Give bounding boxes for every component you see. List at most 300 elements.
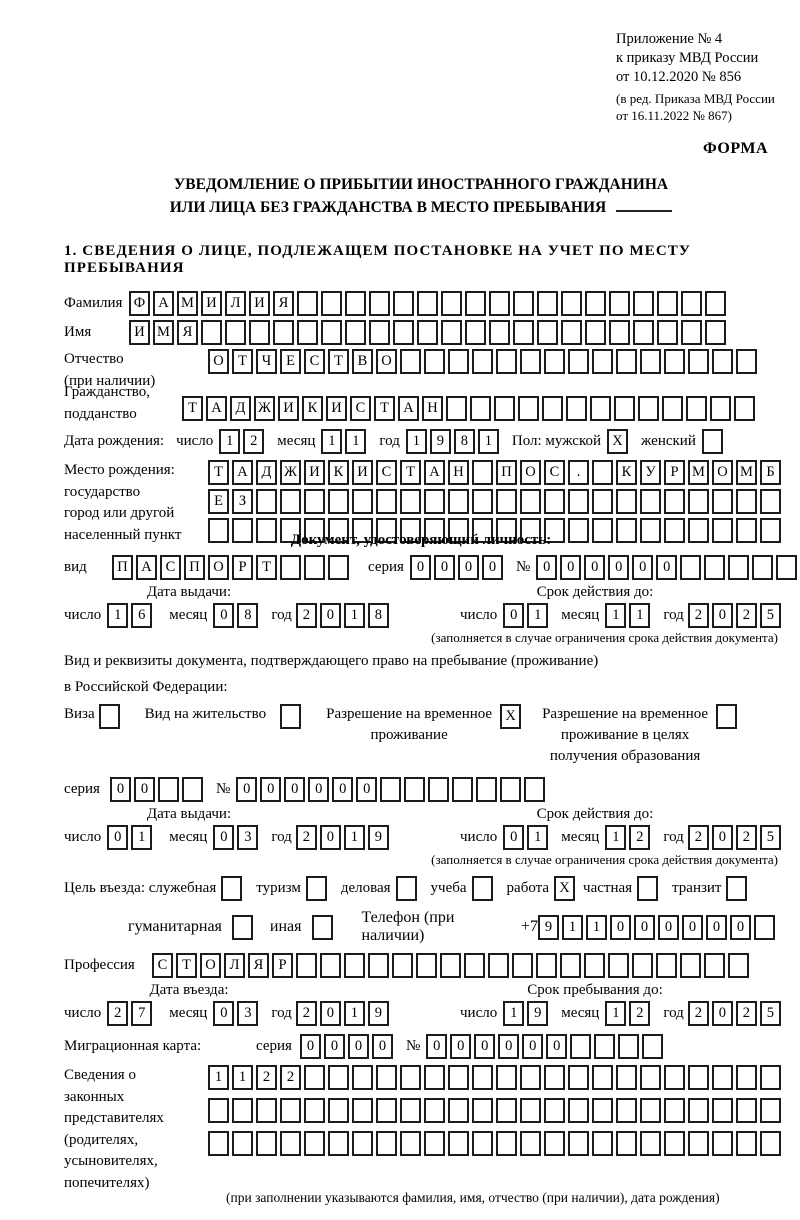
char-cell[interactable]: 1 [527, 603, 548, 628]
char-cell[interactable]: 0 [332, 777, 353, 802]
char-cell[interactable] [225, 320, 246, 345]
char-cell[interactable] [664, 1098, 685, 1123]
char-cell[interactable] [544, 1098, 565, 1123]
char-cell[interactable]: 0 [134, 777, 155, 802]
char-cell[interactable] [376, 1065, 397, 1090]
char-cell[interactable]: 0 [410, 555, 431, 580]
char-cell[interactable] [400, 1065, 421, 1090]
char-cell[interactable] [232, 1098, 253, 1123]
char-cell[interactable]: 0 [356, 777, 377, 802]
char-cell[interactable] [256, 489, 277, 514]
char-cell[interactable]: 0 [320, 825, 341, 850]
char-cell[interactable] [304, 489, 325, 514]
char-cell[interactable] [688, 489, 709, 514]
char-cell[interactable] [736, 1065, 757, 1090]
char-cell[interactable] [494, 396, 515, 421]
char-cell[interactable]: 8 [368, 603, 389, 628]
char-cell[interactable] [520, 489, 541, 514]
char-cell[interactable]: 2 [243, 429, 264, 454]
char-cell[interactable]: 2 [688, 1001, 709, 1026]
char-cell[interactable] [518, 396, 539, 421]
char-cell[interactable]: Т [256, 555, 277, 580]
char-cell[interactable] [590, 396, 611, 421]
char-cell[interactable]: И [304, 460, 325, 485]
char-cell[interactable] [616, 489, 637, 514]
char-cell[interactable]: 0 [450, 1034, 471, 1059]
char-cell[interactable]: О [200, 953, 221, 978]
char-cell[interactable]: 1 [232, 1065, 253, 1090]
char-cell[interactable]: О [208, 555, 229, 580]
char-cell[interactable] [306, 876, 327, 901]
char-cell[interactable] [520, 1131, 541, 1156]
char-cell[interactable]: 3 [237, 1001, 258, 1026]
char-cell[interactable] [496, 1131, 517, 1156]
char-cell[interactable] [633, 320, 654, 345]
char-cell[interactable] [472, 460, 493, 485]
char-cell[interactable]: Д [256, 460, 277, 485]
char-cell[interactable] [760, 1065, 781, 1090]
char-cell[interactable] [664, 349, 685, 374]
char-cell[interactable] [561, 291, 582, 316]
char-cell[interactable] [352, 1131, 373, 1156]
char-cell[interactable] [584, 953, 605, 978]
char-cell[interactable] [232, 1131, 253, 1156]
char-cell[interactable] [472, 876, 493, 901]
char-cell[interactable]: Д [230, 396, 251, 421]
char-cell[interactable] [688, 349, 709, 374]
char-cell[interactable]: 0 [634, 915, 655, 940]
char-cell[interactable] [520, 1098, 541, 1123]
char-cell[interactable] [440, 953, 461, 978]
char-cell[interactable]: С [544, 460, 565, 485]
char-cell[interactable] [704, 953, 725, 978]
char-cell[interactable] [404, 777, 425, 802]
char-cell[interactable] [736, 1131, 757, 1156]
char-cell[interactable]: И [129, 320, 150, 345]
char-cell[interactable] [736, 349, 757, 374]
char-cell[interactable]: 0 [730, 915, 751, 940]
char-cell[interactable]: 0 [434, 555, 455, 580]
char-cell[interactable]: 2 [688, 825, 709, 850]
char-cell[interactable]: П [112, 555, 133, 580]
char-cell[interactable] [256, 1131, 277, 1156]
char-cell[interactable]: 1 [344, 825, 365, 850]
char-cell[interactable]: 1 [344, 1001, 365, 1026]
char-cell[interactable]: Т [232, 349, 253, 374]
char-cell[interactable]: 0 [712, 603, 733, 628]
char-cell[interactable]: 0 [706, 915, 727, 940]
char-cell[interactable]: О [208, 349, 229, 374]
char-cell[interactable]: 1 [562, 915, 583, 940]
char-cell[interactable] [728, 555, 749, 580]
char-cell[interactable]: М [688, 460, 709, 485]
char-cell[interactable] [448, 1131, 469, 1156]
char-cell[interactable] [736, 489, 757, 514]
char-cell[interactable]: К [302, 396, 323, 421]
char-cell[interactable]: 0 [213, 1001, 234, 1026]
char-cell[interactable] [760, 1131, 781, 1156]
char-cell[interactable] [592, 1131, 613, 1156]
char-cell[interactable] [472, 1098, 493, 1123]
char-cell[interactable]: 0 [503, 603, 524, 628]
char-cell[interactable] [500, 777, 521, 802]
char-cell[interactable] [158, 777, 179, 802]
char-cell[interactable]: Н [448, 460, 469, 485]
char-cell[interactable] [400, 1131, 421, 1156]
char-cell[interactable]: 1 [605, 1001, 626, 1026]
char-cell[interactable] [640, 1131, 661, 1156]
char-cell[interactable]: 0 [658, 915, 679, 940]
char-cell[interactable]: М [177, 291, 198, 316]
char-cell[interactable] [280, 704, 301, 729]
char-cell[interactable] [513, 320, 534, 345]
char-cell[interactable] [312, 915, 333, 940]
char-cell[interactable] [568, 518, 589, 543]
char-cell[interactable] [520, 349, 541, 374]
char-cell[interactable]: 1 [503, 1001, 524, 1026]
char-cell[interactable] [592, 489, 613, 514]
char-cell[interactable]: 1 [605, 603, 626, 628]
char-cell[interactable] [642, 1034, 663, 1059]
char-cell[interactable] [273, 320, 294, 345]
char-cell[interactable]: С [152, 953, 173, 978]
char-cell[interactable]: Р [232, 555, 253, 580]
char-cell[interactable] [614, 396, 635, 421]
char-cell[interactable] [616, 1131, 637, 1156]
char-cell[interactable] [705, 320, 726, 345]
char-cell[interactable]: Л [225, 291, 246, 316]
char-cell[interactable]: 9 [527, 1001, 548, 1026]
char-cell[interactable]: А [398, 396, 419, 421]
char-cell[interactable]: Т [208, 460, 229, 485]
char-cell[interactable]: А [232, 460, 253, 485]
char-cell[interactable] [476, 777, 497, 802]
char-cell[interactable] [664, 489, 685, 514]
char-cell[interactable] [352, 1098, 373, 1123]
char-cell[interactable] [716, 704, 737, 729]
char-cell[interactable] [592, 349, 613, 374]
char-cell[interactable]: Т [328, 349, 349, 374]
char-cell[interactable]: Р [272, 953, 293, 978]
char-cell[interactable]: X [607, 429, 628, 454]
char-cell[interactable] [496, 1098, 517, 1123]
char-cell[interactable]: И [352, 460, 373, 485]
char-cell[interactable] [208, 1098, 229, 1123]
char-cell[interactable] [345, 320, 366, 345]
char-cell[interactable] [489, 291, 510, 316]
char-cell[interactable] [568, 1065, 589, 1090]
char-cell[interactable]: 2 [107, 1001, 128, 1026]
char-cell[interactable] [428, 777, 449, 802]
char-cell[interactable] [280, 1131, 301, 1156]
char-cell[interactable]: 0 [348, 1034, 369, 1059]
char-cell[interactable]: 0 [260, 777, 281, 802]
char-cell[interactable] [472, 349, 493, 374]
char-cell[interactable] [376, 489, 397, 514]
char-cell[interactable] [496, 349, 517, 374]
char-cell[interactable] [616, 349, 637, 374]
char-cell[interactable] [344, 953, 365, 978]
char-cell[interactable]: У [640, 460, 661, 485]
char-cell[interactable] [712, 1065, 733, 1090]
char-cell[interactable]: 9 [430, 429, 451, 454]
char-cell[interactable] [488, 953, 509, 978]
char-cell[interactable]: 0 [320, 603, 341, 628]
char-cell[interactable] [328, 1065, 349, 1090]
char-cell[interactable]: 9 [368, 1001, 389, 1026]
char-cell[interactable]: Б [760, 460, 781, 485]
char-cell[interactable] [416, 953, 437, 978]
char-cell[interactable] [566, 396, 587, 421]
char-cell[interactable] [568, 1131, 589, 1156]
char-cell[interactable] [734, 396, 755, 421]
char-cell[interactable] [609, 291, 630, 316]
char-cell[interactable] [681, 320, 702, 345]
char-cell[interactable]: М [736, 460, 757, 485]
char-cell[interactable]: 1 [586, 915, 607, 940]
char-cell[interactable] [616, 1065, 637, 1090]
char-cell[interactable]: 0 [712, 825, 733, 850]
char-cell[interactable]: 1 [208, 1065, 229, 1090]
char-cell[interactable] [232, 518, 253, 543]
char-cell[interactable]: 5 [760, 1001, 781, 1026]
char-cell[interactable]: 2 [296, 825, 317, 850]
char-cell[interactable] [345, 291, 366, 316]
char-cell[interactable] [472, 489, 493, 514]
char-cell[interactable]: Я [177, 320, 198, 345]
char-cell[interactable] [297, 320, 318, 345]
char-cell[interactable] [638, 396, 659, 421]
char-cell[interactable] [686, 396, 707, 421]
char-cell[interactable]: Р [664, 460, 685, 485]
char-cell[interactable]: 0 [503, 825, 524, 850]
char-cell[interactable]: 0 [107, 825, 128, 850]
char-cell[interactable]: Ж [280, 460, 301, 485]
char-cell[interactable] [448, 1098, 469, 1123]
char-cell[interactable] [465, 320, 486, 345]
char-cell[interactable]: 0 [608, 555, 629, 580]
char-cell[interactable] [369, 291, 390, 316]
char-cell[interactable] [616, 518, 637, 543]
char-cell[interactable]: А [206, 396, 227, 421]
char-cell[interactable]: 0 [300, 1034, 321, 1059]
char-cell[interactable] [712, 1098, 733, 1123]
char-cell[interactable]: 2 [688, 603, 709, 628]
char-cell[interactable] [704, 555, 725, 580]
char-cell[interactable] [328, 1131, 349, 1156]
char-cell[interactable]: . [568, 460, 589, 485]
char-cell[interactable]: К [328, 460, 349, 485]
char-cell[interactable] [664, 1065, 685, 1090]
char-cell[interactable] [321, 320, 342, 345]
char-cell[interactable]: О [376, 349, 397, 374]
char-cell[interactable] [702, 429, 723, 454]
char-cell[interactable]: О [520, 460, 541, 485]
char-cell[interactable] [400, 489, 421, 514]
char-cell[interactable] [376, 1131, 397, 1156]
char-cell[interactable] [256, 518, 277, 543]
char-cell[interactable]: 1 [107, 603, 128, 628]
char-cell[interactable]: Н [422, 396, 443, 421]
char-cell[interactable]: 7 [131, 1001, 152, 1026]
char-cell[interactable] [640, 1065, 661, 1090]
char-cell[interactable] [328, 555, 349, 580]
char-cell[interactable]: 0 [372, 1034, 393, 1059]
char-cell[interactable]: 0 [536, 555, 557, 580]
char-cell[interactable] [592, 1065, 613, 1090]
char-cell[interactable] [446, 396, 467, 421]
char-cell[interactable] [297, 291, 318, 316]
char-cell[interactable] [201, 320, 222, 345]
char-cell[interactable]: 2 [629, 825, 650, 850]
char-cell[interactable] [632, 953, 653, 978]
char-cell[interactable]: С [376, 460, 397, 485]
char-cell[interactable] [396, 876, 417, 901]
char-cell[interactable]: В [352, 349, 373, 374]
char-cell[interactable] [594, 1034, 615, 1059]
char-cell[interactable]: 2 [629, 1001, 650, 1026]
char-cell[interactable] [424, 1065, 445, 1090]
char-cell[interactable]: 0 [560, 555, 581, 580]
char-cell[interactable] [544, 349, 565, 374]
char-cell[interactable] [705, 291, 726, 316]
char-cell[interactable] [304, 1098, 325, 1123]
char-cell[interactable]: Ч [256, 349, 277, 374]
char-cell[interactable]: X [554, 876, 575, 901]
char-cell[interactable]: 1 [344, 603, 365, 628]
char-cell[interactable]: 0 [308, 777, 329, 802]
char-cell[interactable] [712, 349, 733, 374]
char-cell[interactable]: 1 [527, 825, 548, 850]
char-cell[interactable]: С [160, 555, 181, 580]
char-cell[interactable] [608, 953, 629, 978]
char-cell[interactable]: 1 [478, 429, 499, 454]
char-cell[interactable] [465, 291, 486, 316]
char-cell[interactable]: С [304, 349, 325, 374]
char-cell[interactable] [520, 1065, 541, 1090]
char-cell[interactable]: М [153, 320, 174, 345]
char-cell[interactable] [472, 1131, 493, 1156]
char-cell[interactable]: 0 [498, 1034, 519, 1059]
char-cell[interactable]: 0 [458, 555, 479, 580]
char-cell[interactable] [640, 1098, 661, 1123]
char-cell[interactable] [681, 291, 702, 316]
char-cell[interactable] [232, 915, 253, 940]
char-cell[interactable] [424, 1131, 445, 1156]
char-cell[interactable] [585, 320, 606, 345]
char-cell[interactable] [640, 489, 661, 514]
char-cell[interactable] [760, 518, 781, 543]
char-cell[interactable] [424, 349, 445, 374]
char-cell[interactable] [633, 291, 654, 316]
char-cell[interactable] [657, 291, 678, 316]
char-cell[interactable] [561, 320, 582, 345]
char-cell[interactable] [616, 1098, 637, 1123]
char-cell[interactable] [280, 489, 301, 514]
char-cell[interactable]: 0 [610, 915, 631, 940]
char-cell[interactable] [536, 953, 557, 978]
char-cell[interactable]: 0 [522, 1034, 543, 1059]
char-cell[interactable] [320, 953, 341, 978]
char-cell[interactable] [592, 460, 613, 485]
char-cell[interactable] [392, 953, 413, 978]
char-cell[interactable] [664, 1131, 685, 1156]
char-cell[interactable]: 9 [538, 915, 559, 940]
char-cell[interactable] [585, 291, 606, 316]
char-cell[interactable] [524, 777, 545, 802]
char-cell[interactable] [424, 1098, 445, 1123]
char-cell[interactable] [710, 396, 731, 421]
char-cell[interactable]: 0 [284, 777, 305, 802]
char-cell[interactable] [393, 320, 414, 345]
char-cell[interactable] [760, 1098, 781, 1123]
char-cell[interactable] [470, 396, 491, 421]
char-cell[interactable]: А [424, 460, 445, 485]
char-cell[interactable]: 5 [760, 825, 781, 850]
char-cell[interactable] [352, 489, 373, 514]
char-cell[interactable] [368, 953, 389, 978]
char-cell[interactable] [640, 518, 661, 543]
char-cell[interactable] [656, 953, 677, 978]
char-cell[interactable] [304, 555, 325, 580]
char-cell[interactable] [568, 489, 589, 514]
char-cell[interactable] [256, 1098, 277, 1123]
char-cell[interactable]: 0 [110, 777, 131, 802]
char-cell[interactable] [664, 518, 685, 543]
char-cell[interactable]: 2 [736, 825, 757, 850]
char-cell[interactable] [542, 396, 563, 421]
char-cell[interactable]: Т [374, 396, 395, 421]
char-cell[interactable]: Я [248, 953, 269, 978]
char-cell[interactable]: 1 [219, 429, 240, 454]
char-cell[interactable] [537, 291, 558, 316]
char-cell[interactable] [688, 518, 709, 543]
char-cell[interactable]: 0 [682, 915, 703, 940]
char-cell[interactable] [609, 320, 630, 345]
char-cell[interactable]: 2 [296, 603, 317, 628]
char-cell[interactable] [513, 291, 534, 316]
char-cell[interactable]: 0 [712, 1001, 733, 1026]
char-cell[interactable] [512, 953, 533, 978]
char-cell[interactable] [688, 1131, 709, 1156]
char-cell[interactable] [776, 555, 797, 580]
char-cell[interactable]: К [616, 460, 637, 485]
char-cell[interactable] [296, 953, 317, 978]
char-cell[interactable]: С [350, 396, 371, 421]
char-cell[interactable]: И [201, 291, 222, 316]
char-cell[interactable] [417, 291, 438, 316]
char-cell[interactable] [537, 320, 558, 345]
char-cell[interactable] [304, 1065, 325, 1090]
char-cell[interactable]: 2 [296, 1001, 317, 1026]
char-cell[interactable]: 0 [213, 603, 234, 628]
char-cell[interactable]: Е [280, 349, 301, 374]
char-cell[interactable] [472, 1065, 493, 1090]
char-cell[interactable] [712, 1131, 733, 1156]
char-cell[interactable]: X [500, 704, 521, 729]
char-cell[interactable] [464, 953, 485, 978]
char-cell[interactable]: 1 [406, 429, 427, 454]
char-cell[interactable] [328, 489, 349, 514]
char-cell[interactable]: 3 [237, 825, 258, 850]
char-cell[interactable] [380, 777, 401, 802]
char-cell[interactable]: 8 [237, 603, 258, 628]
char-cell[interactable] [448, 489, 469, 514]
char-cell[interactable]: Е [208, 489, 229, 514]
char-cell[interactable]: З [232, 489, 253, 514]
char-cell[interactable] [592, 1098, 613, 1123]
char-cell[interactable]: И [326, 396, 347, 421]
